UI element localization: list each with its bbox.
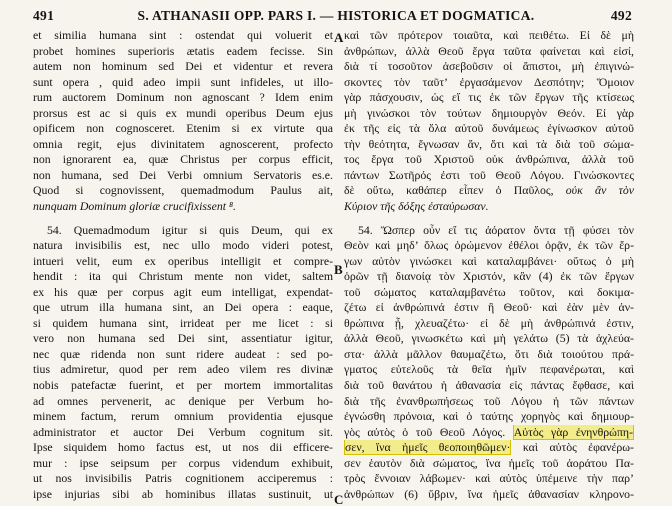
latin-line: tius admiretur, quod per rem adeo vilem res divinæ: [33, 362, 333, 377]
latin-line: non ignorarent ea, quæ Christus per corpus efficit,: [33, 152, 333, 167]
greek-line: διὰ τί τοσοῦτον ἀσεβοῦσιν οἱ ἄπιστοι, μὴ ἐπιγινώ-: [344, 59, 634, 74]
greek-quote-italic: οὐκ ἂν τὸν: [565, 183, 634, 198]
latin-line: autem non hominum sed Dei et videntur et revera: [33, 59, 333, 74]
latin-line: nobis patefactæ fuerint, et per mortem immortalitas: [33, 378, 333, 393]
greek-line: 54. Ὥσπερ οὖν εἴ τις ἀόρατον ὄντα τῇ φύσει τὸν: [358, 222, 634, 237]
latin-line: natura invisibilis est, nec ullo modo videri potest,: [33, 238, 333, 253]
greek-line: σκοντες τὸν ταῦτ’ ἐργασάμενον Δεσπότην; Ὅμοιον: [344, 74, 634, 89]
greek-line: μὴ γινώσκοι τὸν τούτων δημιουργὸν Θεόν. Εἰ γὰρ: [344, 105, 634, 120]
greek-line: τὴν θεότητα, ἔγνωσαν ἄν, ὅτι καὶ τὰ διὰ τοῦ σώμα-: [344, 136, 634, 151]
latin-line: minem factum, rerum omnium providentia ejusque: [33, 409, 333, 424]
greek-line: ὁρῶν τῇ διανοίᾳ τὸν Χριστόν, κἂν (4) ἐκ τῶν ἔργων: [344, 269, 634, 284]
greek-line: ἀνθρώπων (6) ὕβριν, ἵνα ἡμεῖς ἀθανασίαν κληρονο-: [344, 486, 634, 501]
latin-line: omnia regit, ejus divinitatem agnoscerent, profecto: [33, 136, 333, 151]
highlighted-text: σεν, ἵνα ἡμεῖς θεοποιηθῶμεν·: [345, 440, 511, 455]
latin-line: et similia humana sint : ostendat qui voluerit et: [33, 28, 333, 42]
greek-line: τοῦ σώματος καταλαμβανέτω τοῦτον, καὶ δοκιμα-: [344, 284, 634, 299]
latin-line: opificem non cognosceret. Etenim si ex virtute qua: [33, 121, 333, 136]
latin-line: ipse injurias sibi ab hominibus illatas sustinuit, ut: [33, 486, 333, 501]
latin-line: intueri velit, eum ex operibus intelligit et compre-: [33, 253, 333, 268]
latin-line: mur : ipse seipsum per corpus videndum exhibuit,: [33, 455, 333, 470]
margin-mark-b: B: [334, 262, 343, 277]
greek-line: ἐκ τῆς εἰς τὰ ὅλα αὐτοῦ δυνάμεως ἐγίνωσκον αὐτοῦ: [344, 121, 634, 136]
greek-text: γὸς αὐτὸς ὁ τοῦ Θεοῦ Λόγος.: [344, 424, 506, 439]
greek-line: [344, 183, 634, 199]
greek-line: ἐγνώσθη πρόνοια, καὶ ὁ ταύτης χορηγὸς καὶ δημιουρ-: [344, 409, 634, 424]
greek-column: [344, 28, 634, 502]
running-title: S. ATHANASII OPP. PARS I. — HISTORICA ET DOGMATICA.: [137, 8, 535, 23]
latin-line: rum auctorem Dominum non agnoscant ? Idem enim: [33, 90, 333, 105]
greek-line: στα· ἀλλὰ μᾶλλον θαυμαζέτω, ὅτι διὰ τοιούτου πρά-: [344, 346, 634, 361]
page-number-right: 492: [610, 8, 632, 23]
greek-text: δὲ οὕτω, καθάπερ εἶπεν ὁ Παῦλος,: [344, 183, 554, 198]
greek-line: διὰ τοῦ θανάτου ἡ ἀθανασία εἰς πάντας ἔφθασε, καὶ: [344, 378, 634, 393]
latin-line: ad omnes pervenerit, ac denique per Verbum ho-: [33, 393, 333, 408]
greek-line: σεν ἑαυτὸν διὰ σώματος, ἵνα ἡμεῖς τοῦ ἀοράτου Πα-: [344, 455, 634, 470]
latin-line: administrator et auctor Dei Verbum cognitum sit.: [33, 424, 333, 439]
greek-line: γὰρ πάσχουσιν, ὡς εἴ τις ἐκ τῶν ἔργων τῆς κτίσεως: [344, 90, 634, 105]
latin-line-italic: nunquam Dominum gloriæ crucifixissent ⁸.: [33, 199, 237, 214]
latin-line: hendit : ita qui Christum mente non videt, saltem: [33, 269, 333, 284]
latin-line: probet homines superioris ætatis eadem fecisse. Sin: [33, 43, 333, 58]
greek-line: θρώπινα ᾖ, χλευαζέτω· εἰ δὲ μὴ ἀνθρώπινά ἐστιν,: [344, 315, 634, 330]
latin-line: que utrum illa humana sint, an Dei opera : eaque,: [33, 300, 333, 315]
latin-line: nec quæ ridenda non sunt ridere audeat : sed po-: [33, 346, 333, 361]
running-header: [0, 6, 672, 28]
latin-line: Ipse siquidem homo factus est, ut nos dii efficere-: [33, 440, 333, 455]
greek-line: [344, 440, 634, 456]
greek-line: ἀλλὰ Θεοῦ, γινωσκέτω καὶ μὴ γελάτω (5) τὰ ἀχλεύα-: [344, 331, 634, 346]
greek-line: πάντων Σωτῆρός ἐστι τοῦ Θεοῦ Λόγου. Γινώσκοντες: [344, 167, 634, 182]
highlighted-text: Αὐτὸς γὰρ ἐνηνθρώπη-: [513, 424, 633, 439]
greek-line: τος ἔργα τοῦ Χριστοῦ οὐκ ἀνθρώπινα, ἀλλὰ τοῦ: [344, 152, 634, 167]
latin-line: sunt opera , quid adeo impii sunt infideles, ut illo-: [33, 74, 333, 89]
greek-line: γων αὐτὸν γινώσκει καὶ καταλαμβάνει· οὕτως ὁ μὴ: [344, 253, 634, 268]
greek-line: Θεὸν καὶ μηδ’ ὅλως ὁρώμενον ἐθέλοι ὁρᾷν, ἐκ τῶν ἔρ-: [344, 238, 634, 253]
greek-line: [344, 425, 634, 441]
latin-line: non humana, sed Dei Verbi omnium Servatoris es.e.: [33, 167, 333, 182]
latin-line: 54. Quemadmodum igitur si quis Deum, qui ex: [47, 222, 333, 237]
greek-line: τρὸς ἔννοιαν λάβωμεν· καὶ αὐτὸς ὑπέμεινε τὴν παρ’: [344, 471, 634, 486]
latin-line: si quidem humana sint, irrideat per me licet : si: [33, 315, 333, 330]
greek-line: γματος εὐτελοῦς τὰ θεῖα ἡμῖν πεφανέρωται, καὶ: [344, 362, 634, 377]
latin-line: Quod si cognovissent, quemadmodum Paulus ait,: [33, 183, 333, 198]
latin-line: vero non humana sed Dei sint, assentiatur igitur,: [33, 331, 333, 346]
latin-line: prorsus est ac si quis ex mundi operibus Deum ejus: [33, 105, 333, 120]
page-number-left: 491: [33, 8, 55, 23]
greek-line: ἀνθρώπων, ἀλλὰ Θεοῦ ἔργα ταῦτα φαίνεται καὶ εἰσί,: [344, 43, 634, 58]
latin-line: ex his quæ per corpus agit eum intelligat, expendat-: [33, 284, 333, 299]
greek-text: καὶ αὐτὸς ἐφανέρω-: [522, 440, 634, 455]
latin-line: ut nos invisibilis Patris cognitionem acciperemus :: [33, 471, 333, 486]
margin-mark-a: A: [334, 30, 344, 45]
greek-line: ζέτω εἰ ἀνθρώπινά ἐστιν ἢ Θεοῦ· καὶ ἐὰν μὲν ἀν-: [344, 300, 634, 315]
margin-mark-c: C: [334, 492, 344, 506]
greek-line: διὰ τῆς ἐνανθρωπήσεως τοῦ Λόγου ἡ τῶν πάντων: [344, 393, 634, 408]
latin-column: [33, 28, 333, 502]
greek-quote-italic-line: Κύριον τῆς δόξης ἐσταύρωσαν.: [344, 199, 489, 214]
greek-line: καὶ τῶν πρότερον τοιαῦτα, καὶ πειθέτω. Εἰ δὲ μὴ: [344, 28, 634, 42]
